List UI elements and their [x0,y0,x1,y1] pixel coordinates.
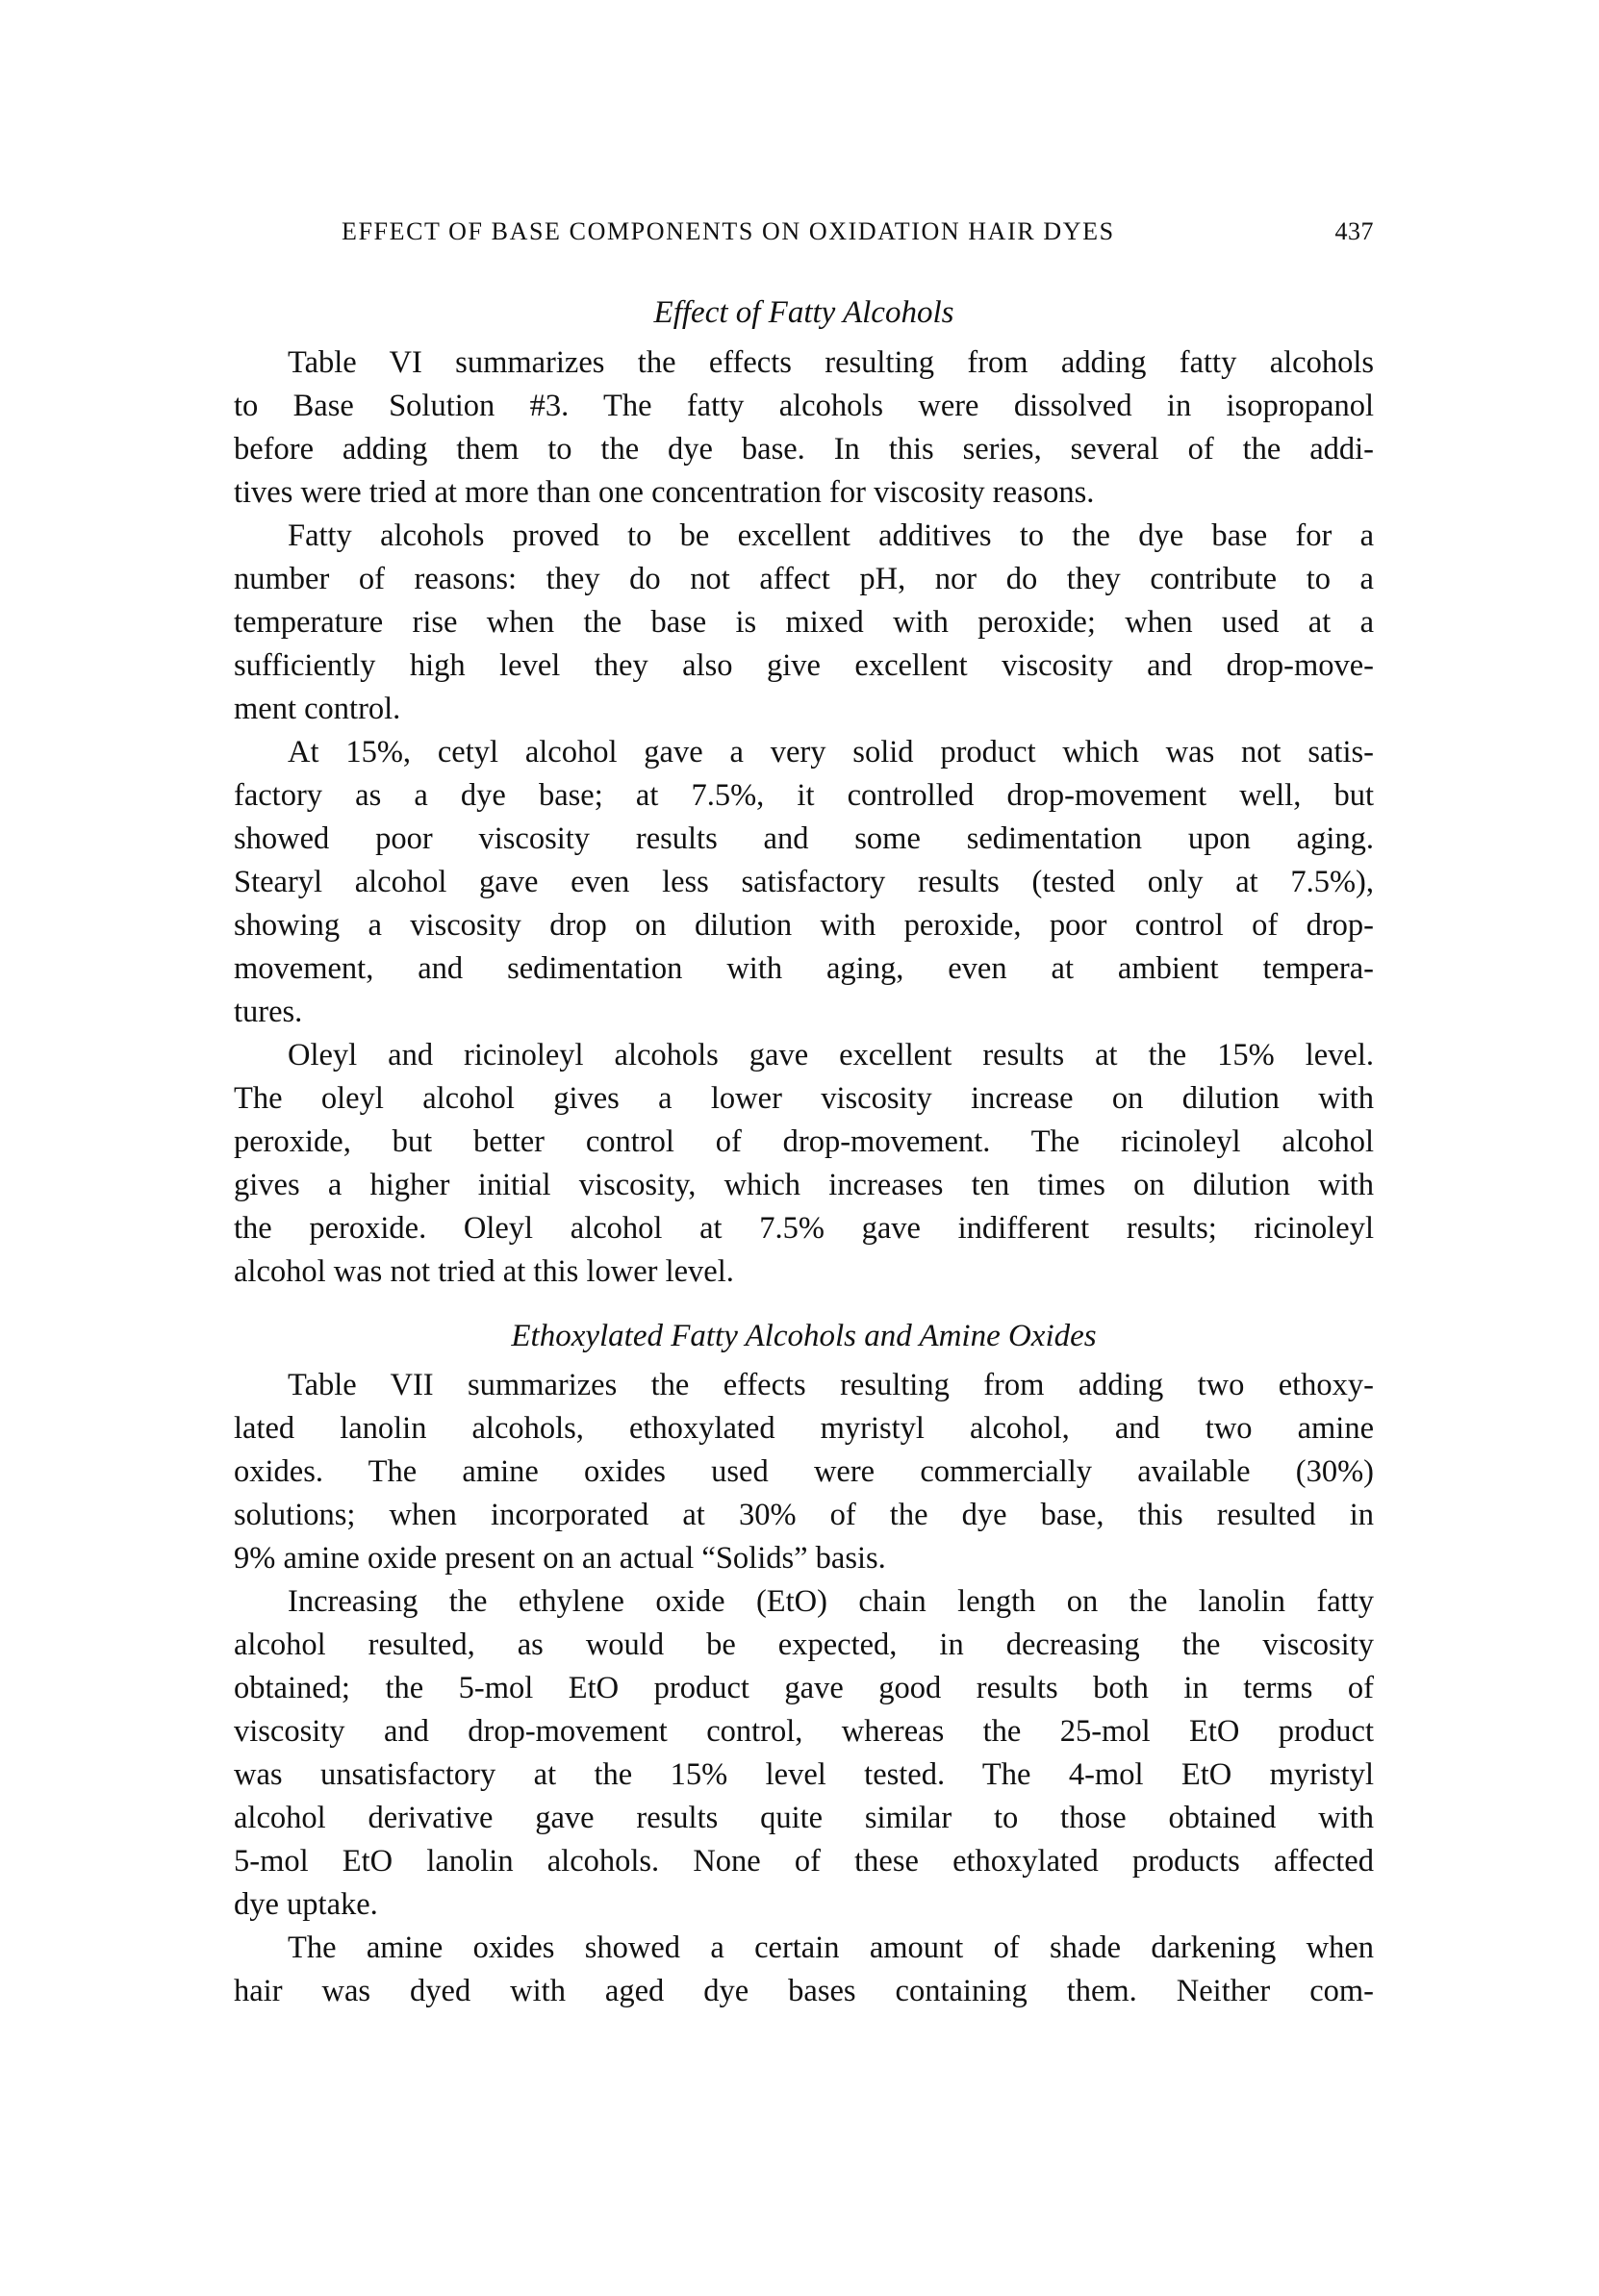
text-line: number of reasons: they do not affect pH, nor do they contribute to a [234,562,1374,596]
text-line: Stearyl alcohol gave even less satisfactory results (tested only at 7.5%), [234,865,1374,899]
running-head-title: EFFECT OF BASE COMPONENTS ON OXIDATION HAIR DYES [342,217,1115,245]
text-line: viscosity and drop-movement control, whereas the 25-mol EtO product [234,1714,1374,1749]
text-line: Increasing the ethylene oxide (EtO) chain length on the lanolin fatty [288,1584,1374,1619]
text-line: alcohol resulted, as would be expected, in decreasing the viscosity [234,1627,1374,1662]
text-line: At 15%, cetyl alcohol gave a very solid product which was not satis- [288,735,1374,770]
text-line: lated lanolin alcohols, ethoxylated myristyl alcohol, and two amine [234,1411,1374,1446]
running-head [342,213,1374,251]
text-line: sufficiently high level they also give excellent viscosity and drop-move- [234,648,1374,683]
text-line: factory as a dye base; at 7.5%, it controlled drop-movement well, but [234,778,1374,813]
text-line: ment control. [234,692,401,726]
text-line: peroxide, but better control of drop-movement. The ricinoleyl alcohol [234,1124,1374,1159]
text-line: The oleyl alcohol gives a lower viscosity increase on dilution with [234,1081,1374,1116]
text-line: solutions; when incorporated at 30% of the dye base, this resulted in [234,1498,1374,1532]
text-line: the peroxide. Oleyl alcohol at 7.5% gave indifferent results; ricinoleyl [234,1211,1374,1246]
text-line: alcohol was not tried at this lower level. [234,1254,734,1289]
text-line: showing a viscosity drop on dilution with peroxide, poor control of drop- [234,908,1374,943]
page-number: 437 [1334,217,1374,245]
text-line: tives were tried at more than one concentration for viscosity reasons. [234,475,1095,510]
text-line: temperature rise when the base is mixed with peroxide; when used at a [234,605,1374,640]
section-body-fatty-alcohols [234,341,1374,1294]
text-line: oxides. The amine oxides used were commercially available (30%) [234,1454,1374,1489]
text-line: 9% amine oxide present on an actual “Solids” basis. [234,1541,886,1576]
text-line: The amine oxides showed a certain amount of shade darkening when [288,1930,1374,1965]
section-heading-fatty-alcohols: Effect of Fatty Alcohols [653,295,954,330]
text-line: was unsatisfactory at the 15% level tested. The 4-mol EtO myristyl [234,1757,1374,1792]
text-line: gives a higher initial viscosity, which increases ten times on dilution with [234,1168,1374,1202]
text-line: 5-mol EtO lanolin alcohols. None of these ethoxylated products affected [234,1844,1374,1879]
text-line: movement, and sedimentation with aging, even at ambient tempera- [234,951,1374,986]
text-line: obtained; the 5-mol EtO product gave good results both in terms of [234,1671,1374,1705]
text-line: Table VI summarizes the effects resulting from adding fatty alcohols [288,345,1374,380]
section-heading-ethoxylated: Ethoxylated Fatty Alcohols and Amine Oxides [511,1319,1097,1353]
text-line: Oleyl and ricinoleyl alcohols gave excellent results at the 15% level. [288,1038,1374,1072]
text-line: Table VII summarizes the effects resulting from adding two ethoxy- [288,1368,1374,1402]
text-line: showed poor viscosity results and some sedimentation upon aging. [234,821,1374,856]
text-line: to Base Solution #3. The fatty alcohols were dissolved in isopropanol [234,389,1374,423]
text-line: dye uptake. [234,1887,378,1922]
text-line: tures. [234,995,303,1029]
text-line: hair was dyed with aged dye bases containing them. Neither com- [234,1974,1374,2008]
text-line: alcohol derivative gave results quite similar to those obtained with [234,1801,1374,1835]
text-line: before adding them to the dye base. In this series, several of the addi- [234,432,1374,467]
section-body-ethoxylated [234,1364,1374,2013]
text-line: Fatty alcohols proved to be excellent additives to the dye base for a [288,518,1374,553]
